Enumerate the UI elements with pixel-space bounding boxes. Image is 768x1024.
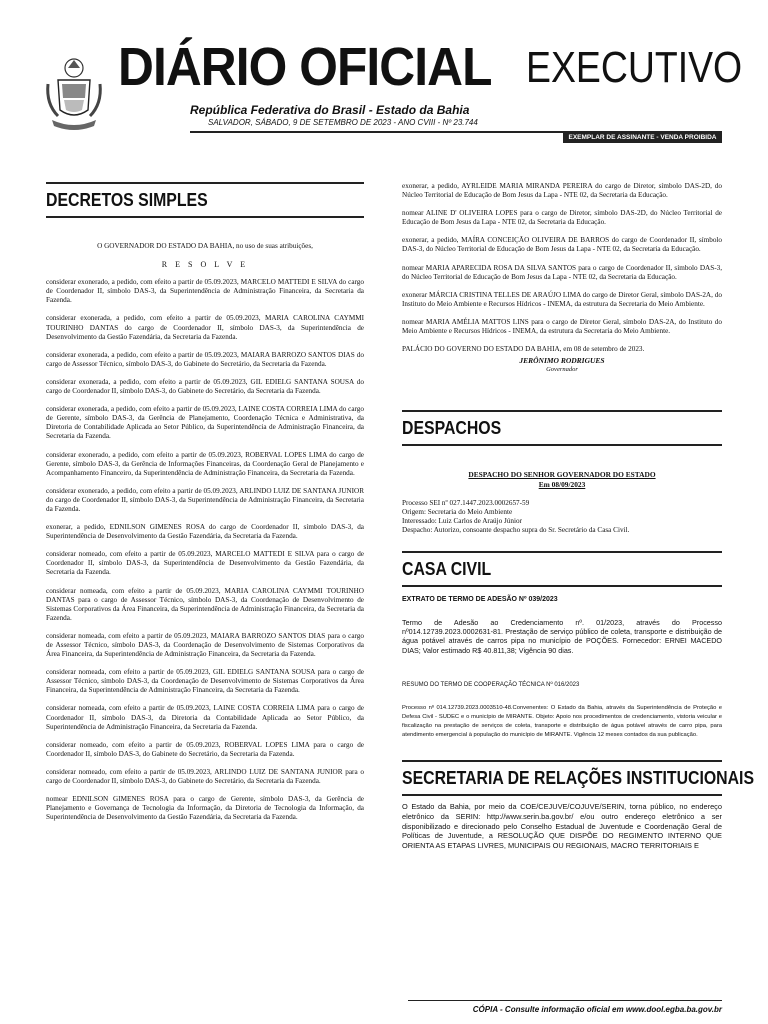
decree-item: exonerar, a pedido, AYRLEIDE MARIA MIRANDA PEREIRA do cargo de Diretor, símbolo DAS-2D, do Núcleo Territorial de Educação de Bom Jesus da Lapa - NTE 02, da Secretaria da Educação. — [402, 182, 722, 200]
decree-item: considerar exonerada, a pedido, com efeito a partir de 05.09.2023, MAIARA BARROZO SANTOS DIAS do cargo de Assessor Técnico, símbolo DAS-3, do Gabinete do Secretário, da Secretaria da Fazenda. — [46, 350, 364, 368]
section-rule — [402, 444, 722, 446]
summary-text: Processo nº 014.12739.2023.0003510-48.Convenentes: O Estado da Bahia, através da Superintendência de Proteção e Defesa Civil - SUDEC e o município de MIRANTE. Objeto: Apoio nos procedimentos de credenciamento, vistoria veicular e fiscalização na prestação de serviços de coleta, transporte e distribuição de água potável através de carro pipa, para atendimento emergencial à população do município de MIRANTE. Vigência 12 meses contados da sua publicação. — [402, 704, 722, 738]
decree-item: exonerar, a pedido, MAÍRA CONCEIÇÃO OLIVEIRA DE BARROS do cargo de Coordenador II, símbolo DAS-3, do Núcleo Territorial de Educação de Bom Jesus da Lapa - NTE 02, da Secretaria da Educação. — [402, 236, 722, 254]
extract-title: EXTRATO DE TERMO DE ADESÃO Nº 039/2023 — [402, 595, 558, 603]
decree-item: considerar nomeada, com efeito a partir de 05.09.2023, LAINE COSTA CORREIA LIMA para o cargo de Coordenador II, símbolo DAS-3, da Diretoria da Contabilidade Aplicada ao Setor Público, da Superintendência de Administração Financeira, da Secretaria da Fazenda. — [46, 704, 364, 731]
decree-item: nomear EDNILSON GIMENES ROSA para o cargo de Gerente, símbolo DAS-3, da Gerência de Planejamento e Governança de Tecnologia da Informação, da Diretoria de Tecnologia da Informação, da Superintendência de Desenvolvimento da Gestão Fazendária, da Secretaria da Fazenda. — [46, 795, 364, 822]
right-column — [402, 182, 755, 851]
footer-rule — [408, 1000, 722, 1001]
decree-item: nomear MARIA AMÉLIA MATTOS LINS para o cargo de Diretor Geral, símbolo DAS-2A, do Instituto do Meio Ambiente e Recursos Hídricos - INEMA, da estrutura da Secretaria do Meio Ambiente. — [402, 317, 722, 336]
section-rule — [46, 182, 364, 184]
republic-line: República Federativa do Brasil - Estado da Bahia — [190, 103, 470, 117]
exemplar-badge: EXEMPLAR DE ASSINANTE - VENDA PROIBIDA — [563, 133, 722, 143]
section-rule — [46, 216, 364, 218]
left-column — [46, 182, 364, 831]
decree-intro: O GOVERNADOR DO ESTADO DA BAHIA, no uso de suas atribuições, — [97, 242, 313, 250]
section-title-casa-civil: CASA CIVIL — [402, 558, 492, 579]
section-title-serin: SECRETARIA DE RELAÇÕES INSTITUCIONAIS — [402, 767, 755, 788]
section-rule — [402, 760, 722, 762]
decree-item: considerar exonerada, a pedido, com efeito a partir de 05.09.2023, GIL EDIELG SANTANA SOUSA do cargo de Coordenador II, símbolo DAS-3, do Gabinete do Secretário, da Secretaria da Fazenda. — [46, 377, 364, 396]
bahia-coat-of-arms-icon — [44, 54, 104, 132]
decree-item: considerar exonerado, a pedido, com efeito a partir de 05.09.2023, ROBERVAL LOPES LIMA do cargo de Gerente, símbolo DAS-3, da Gerência de Informações Financeiras, da Coordenação Geral de Planejamento e Acompanhamento Financeiro, da Superintendência de Administração Financeira, da Secretaria da Fazenda. — [46, 450, 364, 477]
section-title-despachos: DESPACHOS — [402, 418, 502, 439]
newspaper-title: DIÁRIO OFICIAL — [118, 37, 492, 97]
decree-item: exonerar, a pedido, EDNILSON GIMENES ROSA do cargo de Coordenador II, símbolo DAS-3, da Superintendência de Desenvolvimento da Gestão Fazendária, da Secretaria da Fazenda. — [46, 523, 364, 541]
signer-name: JERÔNIMO RODRIGUES — [519, 356, 605, 366]
despacho-line: Processo SEI nº 027.1447.2023.0002657-59 — [402, 498, 530, 507]
footer-copy-notice: CÓPIA - Consulte informação oficial em www.dool.egba.ba.gov.br — [472, 1005, 722, 1014]
serin-text: O Estado da Bahia, por meio da COE/CEJUVE/COJUVE/SERIN, torna público, no endereço eletrônico da SERIN: http://www.serin.ba.gov.br/ e/ou outro endereço eletrônico a ser disponibilizado e direcionado pelo Conselho Estadual de Juventude e Coordenação Geral de Políticas de Juventude, a RESOLUÇÃO QUE DISPÕE DO REGIMENTO INTERNO QUE ORIENTA AS ETAPAS LIVRES, MUNICIPAIS OU REGIONAIS, MACRO TERRITORIAIS E — [402, 801, 722, 851]
section-rule — [402, 585, 722, 587]
decree-item: exonerar MÁRCIA CRISTINA TELLES DE ARAÚJO LIMA do cargo de Diretor Geral, símbolo DAS-2A, do Instituto do Meio Ambiente e Recursos Hídricos - INEMA, da estrutura da Secretaria do Meio Ambiente. — [402, 290, 722, 308]
decree-closing: PALÁCIO DO GOVERNO DO ESTADO DA BAHIA, em 08 de setembro de 2023. — [402, 345, 645, 354]
decree-item: considerar exonerada, a pedido, com efeito a partir de 05.09.2023, MARIA CAROLINA CAYMMI TOURINHO DANTAS do cargo de Coordenador II, símbolo DAS-3, da Superintendência de Desenvolvimento da Gestão Fazendária, da Secretaria da Fazenda. — [46, 314, 364, 341]
signer-role: Governador — [546, 366, 578, 374]
decree-item: considerar nomeada, com efeito a partir de 05.09.2023, MARIA CAROLINA CAYMMI TOURINHO DANTAS para o cargo de Assessor Técnico, símbolo DAS-3, da Coordenação de Desenvolvimento de Sistemas Corporativos da Área Financeira, da Superintendência de Administração Financeira, da Secretaria da Fazenda. — [46, 586, 364, 622]
despacho-date: Em 08/09/2023 — [538, 479, 586, 489]
extract-text: Termo de Adesão ao Credenciamento nº. 01/2023, através do Processo nº014.12739.2023.0002631-81. Prestação de serviço público de coleta, transporte e distribuição de água potável através de carros pipa no município de POÇÕES. Fornecedor: ERNEI MACEDO DIAS; Valor estimado R$ 40.811,38; Vigência 90 dias. — [402, 618, 722, 655]
decree-item: considerar exonerado, a pedido, com efeito a partir de 05.09.2023, ARLINDO LUIZ DE SANTANA JUNIOR do cargo de Coordenador II, símbolo DAS-3, da Superintendência de Administração Financeira, da Secretaria da Fazenda. — [46, 486, 364, 513]
masthead — [0, 0, 768, 150]
summary-title: RESUMO DO TERMO DE COOPERAÇÃO TÉCNICA Nº 016/2023 — [402, 681, 580, 688]
decree-item: considerar exonerado, a pedido, com efeito a partir de 05.09.2023, MARCELO MATTEDI E SILVA do cargo de Coordenador II, símbolo DAS-3, da Superintendência de Administração Financeira, da Secretaria da Fazenda. — [46, 278, 364, 305]
despacho-heading: DESPACHO DO SENHOR GOVERNADOR DO ESTADO — [468, 470, 656, 480]
decree-item: nomear MARIA APARECIDA ROSA DA SILVA SANTOS para o cargo de Coordenador II, símbolo DAS-3, do Núcleo Territorial de Educação de Bom Jesus da Lapa - NTE 02, da Secretaria da Educação. — [402, 263, 722, 281]
section-rule — [402, 551, 722, 553]
decree-item: considerar nomeado, com efeito a partir de 05.09.2023, MARCELO MATTEDI E SILVA para o cargo de Coordenador II, símbolo DAS-3, da Superintendência de Desenvolvimento da Gestão Fazendária, da Secretaria da Fazenda. — [46, 550, 364, 577]
decree-item: considerar exonerada, a pedido, com efeito a partir de 05.09.2023, LAINE COSTA CORREIA LIMA do cargo de Gerente, símbolo DAS-3, da Gerência de Planejamento, Coordenação Técnica e Administrativa, da Diretoria de Contabilidade Aplicada ao Setor Público, da Superintendência de Administração Financeira, da Secretaria da Fazenda. — [46, 405, 364, 441]
decree-resolve: R E S O L V E — [161, 260, 249, 270]
despacho-line: Origem: Secretaria do Meio Ambiente — [402, 507, 513, 516]
decree-item: considerar nomeado, com efeito a partir de 05.09.2023, ARLINDO LUIZ DE SANTANA JUNIOR para o cargo de Coordenador II, símbolo DAS-3, do Gabinete do Secretário, da Secretaria da Fazenda. — [46, 767, 364, 786]
newspaper-subtitle: EXECUTIVO — [526, 43, 743, 92]
section-title-decretos: DECRETOS SIMPLES — [46, 190, 208, 210]
despacho-line: Despacho: Autorizo, consoante despacho supra do Sr. Secretário da Casa Civil. — [402, 525, 630, 534]
section-rule — [402, 794, 722, 796]
decree-item: considerar nomeada, com efeito a partir de 05.09.2023, GIL EDIELG SANTANA SOUSA para o cargo de Assessor Técnico, símbolo DAS-3, da Coordenação de Desenvolvimento de Sistemas Corporativos da Área Financeira, da Superintendência de Administração Financeira, da Secretaria da Fazenda. — [46, 668, 364, 695]
decree-item: nomear ALINE D' OLIVEIRA LOPES para o cargo de Diretor, símbolo DAS-2D, do Núcleo Territorial de Educação de Bom Jesus da Lapa - NTE 02, da Secretaria da Educação. — [402, 209, 722, 227]
decree-item: considerar nomeado, com efeito a partir de 05.09.2023, ROBERVAL LOPES LIMA para o cargo de Coordenador II, símbolo DAS-3, do Gabinete do Secretário, da Secretaria da Fazenda. — [46, 740, 364, 758]
dateline: SALVADOR, SÁBADO, 9 DE SETEMBRO DE 2023 - ANO CVIII - Nº 23.744 — [208, 118, 478, 127]
despacho-line: Interessado: Luiz Carlos de Araújo Júnior — [402, 516, 522, 525]
decree-item: considerar nomeada, com efeito a partir de 05.09.2023, MAIARA BARROZO SANTOS DIAS para o cargo de Assessor Técnico, símbolo DAS-3, da Coordenação de Desenvolvimento de Sistemas Corporativos da Área Financeira, da Superintendência de Administração Financeira, da Secretaria da Fazenda. — [46, 631, 364, 659]
section-rule — [402, 410, 722, 412]
